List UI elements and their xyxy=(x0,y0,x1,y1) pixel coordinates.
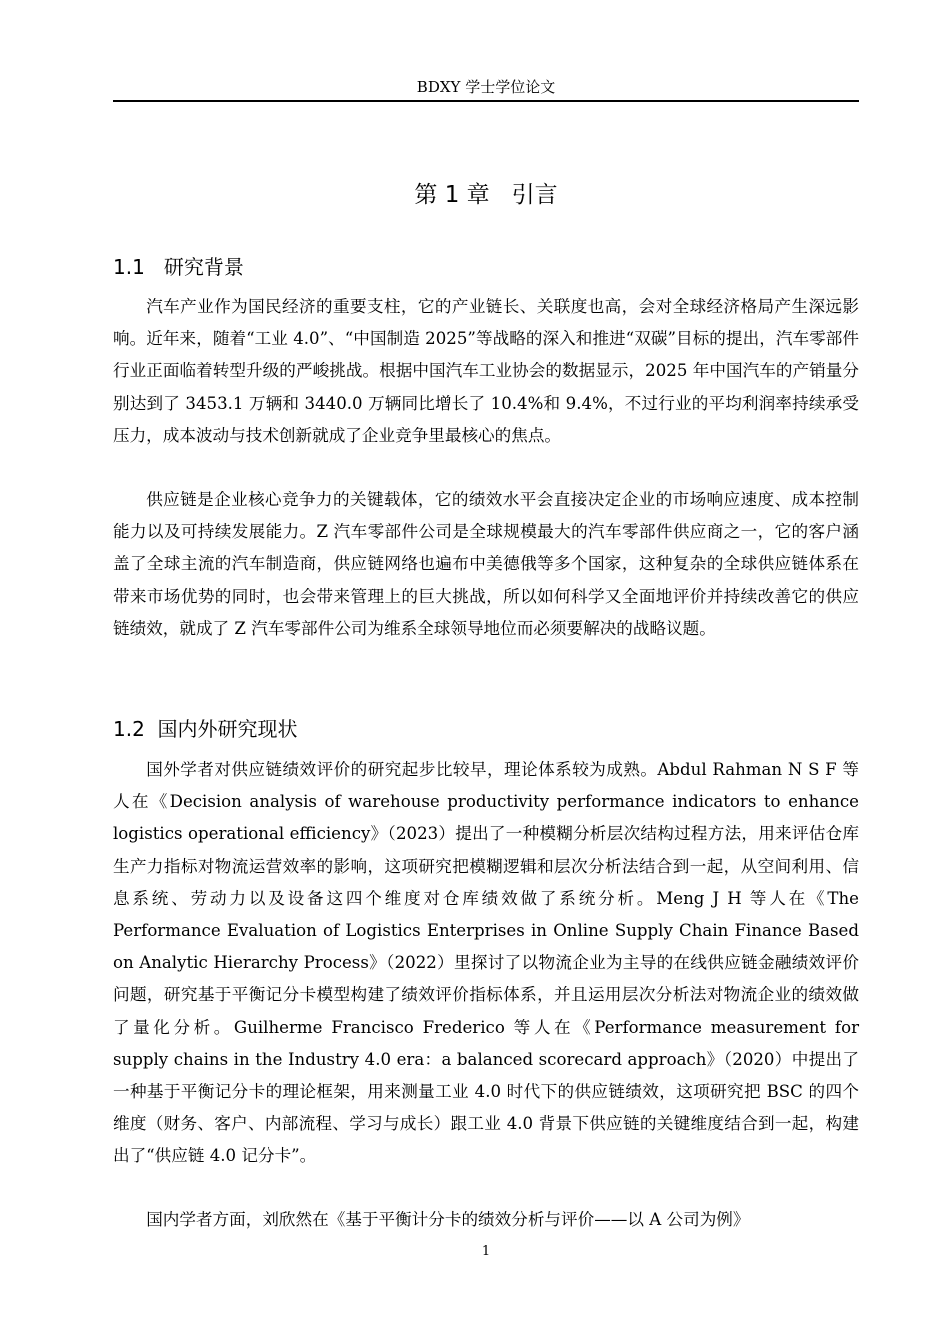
body-paragraph: 国内学者方面，刘欣然在《基于平衡计分卡的绩效分析与评价——以 A 公司为例》 xyxy=(146,1210,750,1229)
section-title-research-status: 1.2 国内外研究现状 xyxy=(113,717,298,741)
body-paragraph: 国外学者对供应链绩效评价的研究起步比较早，理论体系较为成熟。Abdul Rahman N S F 等人在《Decision analysis of warehouse productivity performance indicators to enhance logistics operational efficiency》（2023）提出了一种模糊分析层次结构过程方法，用来评估仓库生产力指标对物流运营效率的影响，这项研究把模糊逻辑和层次分析法结合到一起，从空间利用、信息系统、劳动力以及设备这四个维度对仓库绩效做了系统分析。Meng J H 等人在《The Performance Evaluation of Logistics Enterprises in Online Supply Chain Finance Based on Analytic Hierarchy Process》（2022）里探讨了以物流企业为主导的在线供应链金融绩效评价问题，研究基于平衡记分卡模型构建了绩效评价指标体系，并且运用层次分析法对物流企业的绩效做了量化分析。Guilherme Francisco Frederico 等人在《Performance measurement for supply chains in the Industry 4.0 era：a balanced scorecard approach》（2020）中提出了一种基于平衡记分卡的理论框架，用来测量工业 4.0 时代下的供应链绩效，这项研究把 BSC 的四个维度（财务、客户、内部流程、学习与成长）跟工业 4.0 背景下供应链的关键维度结合到一起，构建出了“供应链 4.0 记分卡”。 xyxy=(113,760,859,1166)
section-title-research-background: 1.1 研究背景 xyxy=(113,255,244,279)
chapter-title: 第 1 章 引言 xyxy=(414,182,558,208)
page-header: BDXY 学士学位论文 xyxy=(113,76,859,102)
body-paragraph: 汽车产业作为国民经济的重要支柱，它的产业链长、关联度也高，会对全球经济格局产生深远影响。近年来，随着“工业 4.0”、“中国制造 2025”等战略的深入和推进“双碳”目标的提出，汽车零部件行业正面临着转型升级的严峻挑战。根据中国汽车工业协会的数据显示，2025 年中国汽车的产销量分别达到了 3453.1 万辆和 3440.0 万辆同比增长了 10.4%和 9.4%，不过行业的平均利润率持续承受压力，成本波动与技术创新就成了企业竞争里最核心的焦点。 xyxy=(113,297,859,445)
body-paragraph: 供应链是企业核心竞争力的关键载体，它的绩效水平会直接决定企业的市场响应速度、成本控制能力以及可持续发展能力。Z 汽车零部件公司是全球规模最大的汽车零部件供应商之一，它的客户涵盖了全球主流的汽车制造商，供应链网络也遍布中美德俄等多个国家，这种复杂的全球供应链体系在带来市场优势的同时，也会带来管理上的巨大挑战，所以如何科学又全面地评价并持续改善它的供应链绩效，就成了 Z 汽车零部件公司为维系全球领导地位而必须要解决的战略议题。 xyxy=(113,490,859,638)
page-number: 1 xyxy=(481,1244,491,1259)
